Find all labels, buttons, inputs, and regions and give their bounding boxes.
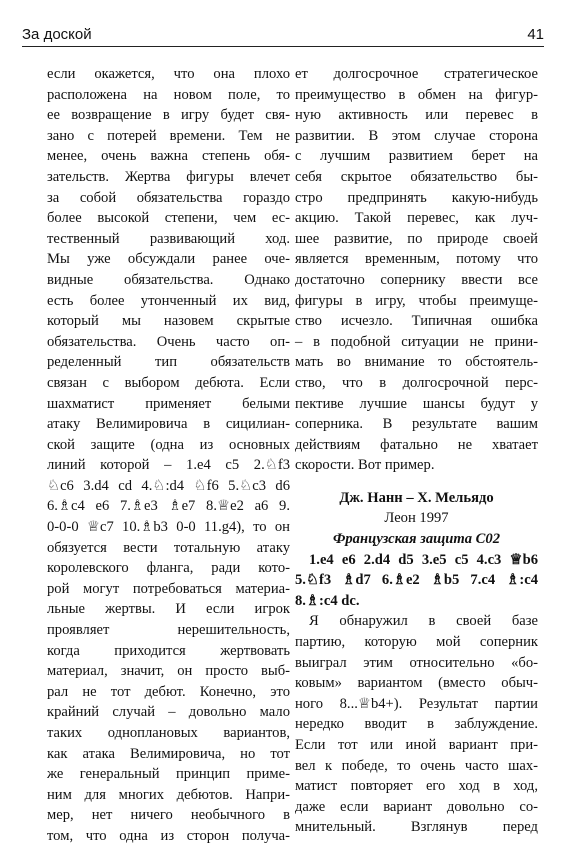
text-line: – в подобной ситуации не прини- — [295, 333, 538, 350]
text-line: фигуры в игру, чтобы преимуще- — [295, 292, 538, 309]
text-line: Если тот или иной вариант при- — [295, 737, 538, 753]
text-line: связан с выбором дебюта. Если — [47, 374, 290, 391]
text-line: ним для многих дебютов. Напри- — [47, 786, 290, 803]
spacer — [295, 476, 538, 488]
text-line: который мы назовем скрытые — [47, 313, 290, 330]
text-line: как атака Велимировича, но тот — [47, 745, 290, 762]
text-line: ет долгосрочное стратегическое — [295, 66, 538, 82]
text-line: атаку Велимировича в сицилиан- — [47, 416, 290, 433]
text-line: расположена на новом поле, то — [47, 86, 290, 103]
text-line: ределенный тип обязательств — [47, 354, 290, 371]
text-line: является временным, потому что — [295, 251, 538, 268]
text-line: ♘c6 3.d4 cd 4.♘:d4 ♘f6 5.♘c3 d6 — [47, 477, 290, 494]
text-line: Я обнаружил в своей базе — [309, 613, 538, 630]
text-line: зательств. Жертва фигуры влечет — [47, 168, 290, 185]
text-line: действиям фатально не хватает — [295, 436, 538, 453]
game-moves-line: 1.e4 e6 2.d4 d5 3.e5 c5 4.c3 ♕b6 — [309, 551, 538, 568]
text-line: соперника. В результате вашим — [295, 416, 538, 433]
text-line: таких одноплановых вариантов, — [47, 725, 290, 741]
text-line: материал, значит, он просто выб- — [47, 663, 290, 680]
text-line: стро предпринять какую-нибудь — [295, 189, 538, 206]
text-line: крайний случай – довольно мало — [47, 704, 290, 721]
game-moves-line: 5.♘f3 ♗d7 6.♗e2 ♗b5 7.c4 ♗:c4 — [295, 572, 538, 589]
game-moves-line: 8.♗:c4 dc. — [295, 592, 360, 609]
text-line: шахматист применяет белыми — [47, 395, 290, 412]
text-line: обязательства. Очень часто оп- — [47, 333, 290, 350]
text-line: есть более утонченный их вид, — [47, 292, 290, 309]
text-line: выиграл этим относительно «бо- — [295, 654, 538, 671]
text-line: Мы уже обсуждали ранее оче- — [47, 251, 290, 268]
text-line: партию, которую мой соперник — [295, 634, 538, 651]
text-line: мнительный. Взглянув перед — [295, 819, 538, 836]
text-line: акцию. Такой перевес, как луч- — [295, 210, 538, 227]
page-number: 41 — [527, 26, 544, 43]
text-line: достаточно сопернику ввести все — [295, 271, 538, 288]
text-line: ее возвращение в игру будет свя- — [47, 107, 290, 124]
text-line: нередко вводит в заблуждение. — [295, 716, 538, 733]
running-title: За доской — [22, 26, 92, 43]
text-line: ного 8...♕b4+). Результат партии — [295, 695, 538, 712]
left-column — [47, 64, 290, 847]
text-line: себя скрытое обязательство бы- — [295, 168, 538, 185]
text-line: менее, очень важна степень обя- — [47, 148, 290, 165]
text-line: ской защите (одна из основных — [47, 436, 290, 453]
text-line: рой могут потребоваться материа- — [47, 580, 290, 597]
text-line: тественный развивающий ход. — [47, 230, 290, 247]
text-line: скорости. Вот пример. — [295, 457, 435, 474]
game-players: Дж. Нанн – Х. Мельядо — [339, 489, 494, 506]
text-line: проявляет нерешительность, — [47, 622, 290, 639]
text-line: ную активность или перевес в — [295, 107, 538, 124]
text-line: рал не тот дебют. Конечно, это — [47, 683, 290, 700]
text-line: льные жертвы. И если игрок — [47, 601, 290, 618]
text-line: за собой обязательства гораздо — [47, 189, 290, 206]
text-line: если окажется, что она плохо — [47, 66, 290, 82]
text-line: ковым» вариантом (вместо обыч- — [295, 675, 538, 692]
text-line: 6.♗c4 e6 7.♗e3 ♗e7 8.♕e2 a6 9. — [47, 498, 290, 515]
text-line: ство, что в долгосрочной перс- — [295, 374, 538, 391]
text-line: обязуется вести тотальную атаку — [47, 539, 290, 556]
text-line: зано с потерей времени. Тем не — [47, 127, 290, 144]
text-line: шее развитие, по природе своей — [295, 230, 538, 247]
text-line: 0-0-0 ♕c7 10.♗b3 0-0 11.g4), то он — [47, 519, 290, 536]
text-line: линий которой – 1.e4 c5 2.♘f3 — [47, 457, 290, 474]
text-line: же генеральный принцип приме- — [47, 766, 290, 783]
text-line: том, что одна из сторон получа- — [47, 827, 290, 844]
right-column — [295, 64, 538, 838]
text-line: матист повторяет его ход в ход, — [295, 778, 538, 795]
text-line: развитии. В этом случае сторона — [295, 127, 538, 144]
running-header — [22, 24, 544, 47]
text-line: вел к победе, то очень часто шах- — [295, 757, 538, 774]
text-line: когда приходится жертвовать — [47, 642, 290, 659]
text-line: с лучшим развитием берет на — [295, 148, 538, 165]
text-line: мер, нет ничего необычного в — [47, 807, 290, 824]
game-event: Леон 1997 — [384, 510, 449, 527]
text-line: более высокой степени, чем ес- — [47, 210, 290, 227]
text-line: мать во внимание то обстоятель- — [295, 354, 538, 371]
game-opening: Французская защита С02 — [332, 531, 501, 548]
text-line: преимущество в обмен на фигур- — [295, 86, 538, 103]
text-line: видные обязательства. Однако — [47, 271, 290, 288]
text-line: пективе лучшие шансы будут у — [295, 395, 538, 412]
text-line: даже если вариант довольно со- — [295, 798, 538, 815]
text-line: королевского фланга, ради кото- — [47, 560, 290, 577]
text-line: ство исчезло. Типичная ошибка — [295, 313, 538, 330]
